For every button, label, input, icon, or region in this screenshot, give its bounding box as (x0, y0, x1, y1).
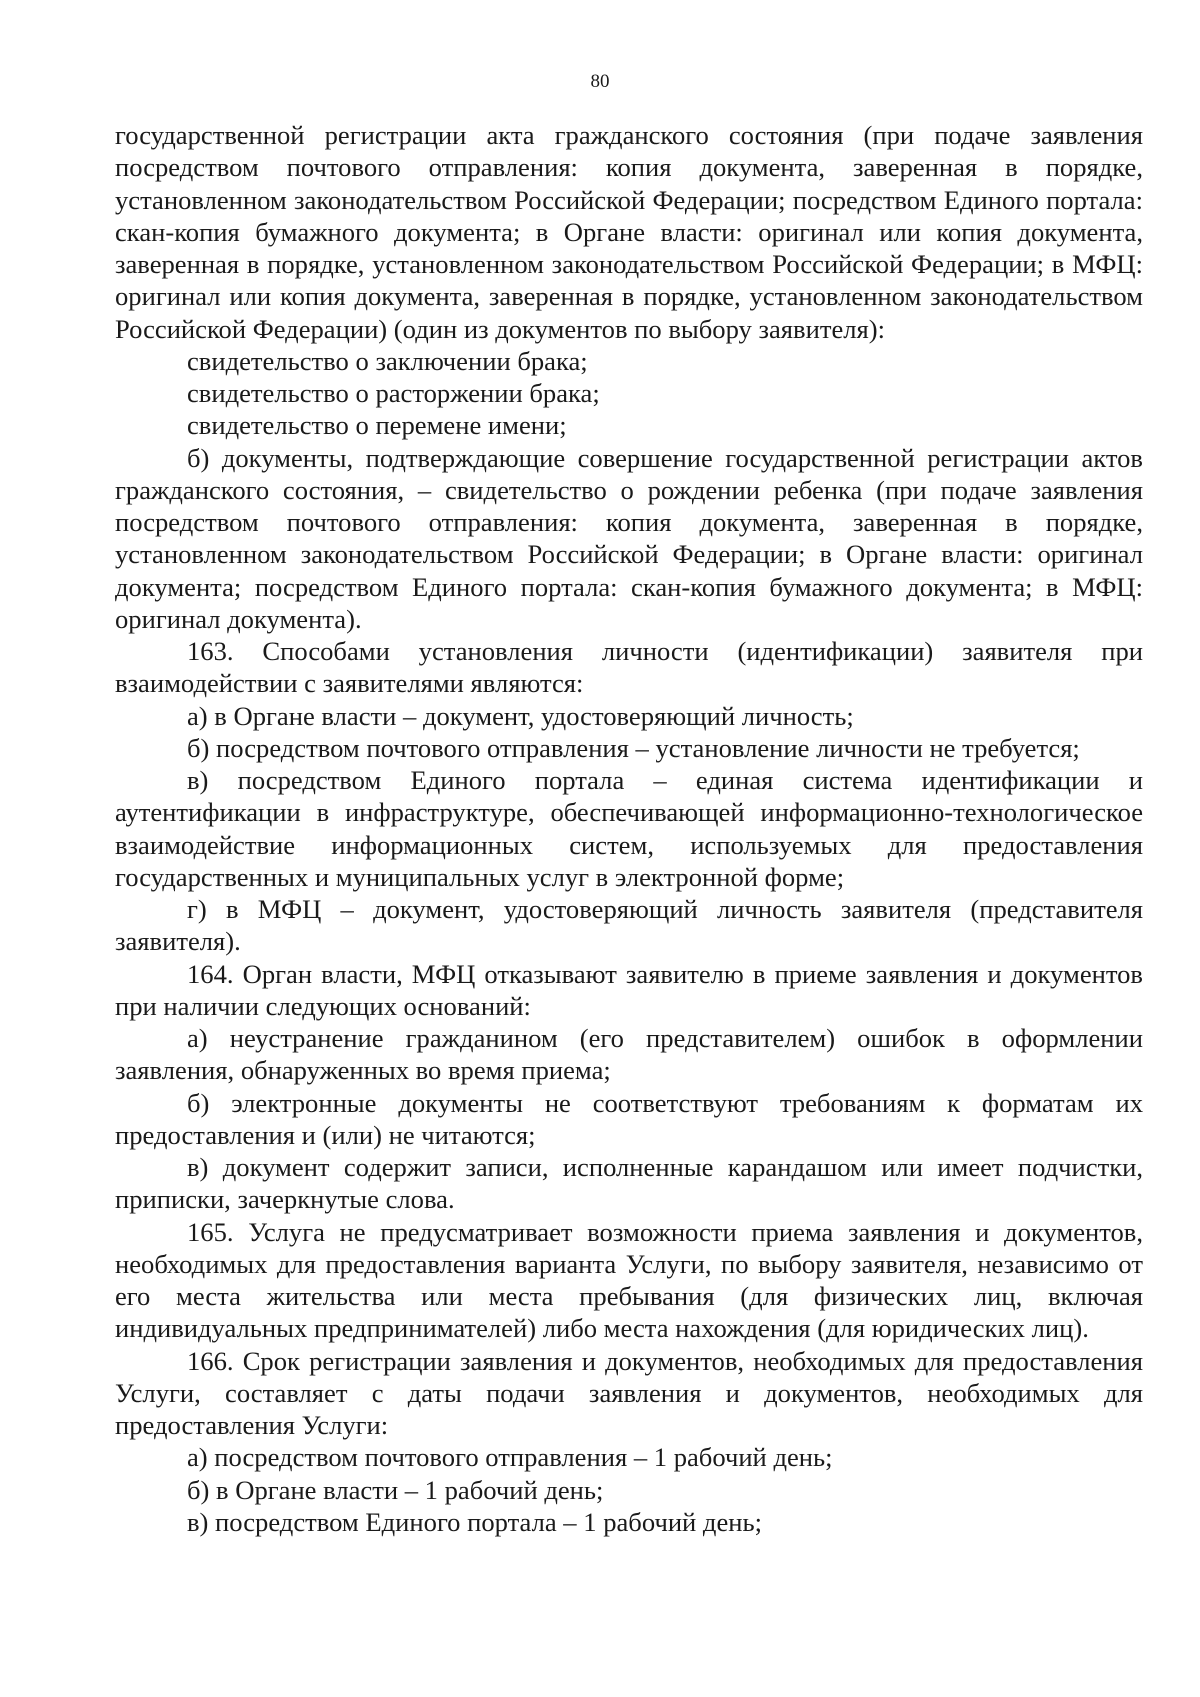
list-item: а) в Органе власти – документ, удостоверяющий личность; (187, 700, 854, 731)
list-item: в) посредством Единого портала – единая система идентификации и аутентификации в инфраструктуре, обеспечивающей информационно-технологическое взаимодействие информационных систем, используемых для предоставления государственных и муниципальных услуг в электронной форме; (115, 765, 1143, 892)
list-item: в) посредством Единого портала – 1 рабочий день; (187, 1506, 763, 1537)
page-number: 80 (590, 71, 610, 92)
list-item: свидетельство о заключении брака; (187, 345, 588, 376)
list-item: а) посредством почтового отправления – 1 рабочий день; (187, 1442, 833, 1473)
paragraph-164: 164. Орган власти, МФЦ отказывают заявителю в приеме заявления и документов при наличии следующих оснований: (115, 958, 1143, 1021)
list-item: б) в Органе власти – 1 рабочий день; (187, 1474, 604, 1505)
paragraph-b-documents: б) документы, подтверждающие совершение государственной регистрации актов гражданского состояния, – свидетельство о рождении ребенка (при подаче заявления посредством почтового отправления: копия документа, заверенная в порядке, установленном законодательством Российской Федерации; в Органе власти: оригинал документа; посредством Единого портала: скан-копия бумажного документа; в МФЦ: оригинал документа). (115, 442, 1143, 634)
list-item: б) электронные документы не соответствуют требованиям к форматам их предоставления и (или) не читаются; (115, 1087, 1143, 1150)
paragraph-166: 166. Срок регистрации заявления и документов, необходимых для предоставления Услуги, составляет с даты подачи заявления и документов, необходимых для предоставления Услуги: (115, 1345, 1143, 1440)
list-item: свидетельство о перемене имени; (187, 410, 567, 441)
document-body (115, 119, 1143, 1538)
list-item: б) посредством почтового отправления – установление личности не требуется; (187, 732, 1080, 763)
paragraph-continuation: государственной регистрации акта гражданского состояния (при подаче заявления посредством почтового отправления: копия документа, заверенная в порядке, установленном законодательством Российской Федерации; посредством Единого портала: скан-копия бумажного документа; в Органе власти: оригинал или копия документа, заверенная в порядке, установленном законодательством Российской Федерации; в МФЦ: оригинал или копия документа, заверенная в порядке, установленном законодательством Российской Федерации) (один из документов по выбору заявителя): (115, 120, 1143, 344)
list-item: а) неустранение гражданином (его представителем) ошибок в оформлении заявления, обнаруженных во время приема; (115, 1023, 1143, 1086)
list-item: свидетельство о расторжении брака; (187, 378, 600, 408)
list-item: в) документ содержит записи, исполненные карандашом или имеет подчистки, приписки, зачеркнутые слова. (115, 1152, 1143, 1215)
list-item: г) в МФЦ – документ, удостоверяющий личность заявителя (представителя заявителя). (115, 894, 1143, 957)
paragraph-165: 165. Услуга не предусматривает возможности приема заявления и документов, необходимых для предоставления варианта Услуги, по выбору заявителя, независимо от его места жительства или места пребывания (для физических лиц, включая индивидуальных предпринимателей) либо места нахождения (для юридических лиц). (115, 1216, 1143, 1344)
paragraph-163: 163. Способами установления личности (идентификации) заявителя при взаимодействии с заявителями являются: (115, 636, 1143, 699)
